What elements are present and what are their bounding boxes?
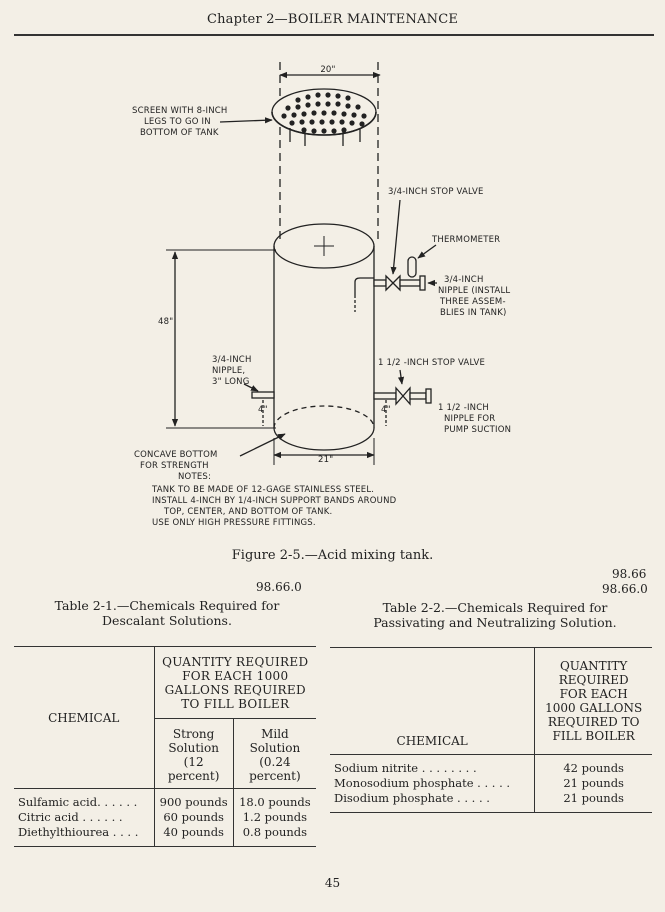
table2-caption: Table 2-2.—Chemicals Required for Passivating and Neutralizing Solution. (373, 600, 617, 630)
table2-chemical-cells: Sodium nitrite . . . . . . . . Monosodium phosphate . . . . . Disodium phosphate . . . . . (330, 755, 535, 813)
page-number: 45 (324, 876, 341, 890)
table-descalant-chemicals (14, 646, 316, 847)
nipple-label-4: BLIES IN TANK) (440, 308, 507, 318)
acid-mixing-tank-diagram (0, 40, 665, 540)
top-width-label: 20" (320, 65, 336, 75)
screen-label-3: BOTTOM OF TANK (140, 128, 219, 138)
left-nipple-label-1: 3/4-INCH (212, 355, 252, 365)
table1-mild-cells: 18.0 pounds 1.2 pounds 0.8 pounds (239, 795, 311, 839)
tank-body (274, 224, 374, 450)
table1-chemical-cells: Sulfamic acid. . . . . . Citric acid . . . . . . Diethylthiourea . . . . (14, 789, 154, 847)
right-offset-label: 4" (381, 405, 391, 415)
note-2: INSTALL 4-INCH BY 1/4-INCH SUPPORT BANDS AROUND (152, 496, 397, 506)
table1-row (14, 789, 316, 847)
stop-valve-label: 3/4-INCH STOP VALVE (388, 187, 484, 197)
table1-chemical-header: CHEMICAL (14, 647, 154, 789)
pump-nipple-label-3: PUMP SUCTION (444, 425, 512, 435)
notes-title: NOTES: (178, 472, 212, 482)
pump-valve-label: 1 1/2 -INCH STOP VALVE (378, 358, 486, 368)
header-rule (14, 34, 654, 36)
note-4: USE ONLY HIGH PRESSURE FITTINGS. (152, 518, 316, 528)
screen (272, 89, 376, 146)
table2-chemical-header: CHEMICAL (330, 648, 535, 755)
table1-caption: Table 2-1.—Chemicals Required for Descalant Solutions. (54, 598, 280, 628)
table1-mild-header: Mild Solution (0.24 percent) (249, 727, 301, 783)
table2-row (330, 755, 652, 813)
table2-ref-number: 98.66.0 (602, 582, 648, 596)
bottom-width-label: 21" (318, 455, 334, 465)
figure-caption: Figure 2-5.—Acid mixing tank. (231, 548, 434, 563)
table1-ref-number: 98.66.0 (256, 580, 302, 594)
left-offset-label: 4" (258, 405, 268, 415)
nipple-label-1: 3/4-INCH (444, 275, 484, 285)
thermometer-label: THERMOMETER (432, 235, 501, 245)
page-header: Chapter 2—BOILER MAINTENANCE (206, 12, 459, 27)
figure-ref-number: 98.66 (612, 567, 647, 581)
nipple-label-3: THREE ASSEM- (440, 297, 506, 307)
concave-label-2: FOR STRENGTH (140, 461, 209, 471)
stop-valve-assembly (355, 200, 437, 312)
screen-label-1: SCREEN WITH 8-INCH (132, 106, 228, 116)
pump-nipple-label-2: NIPPLE FOR (444, 414, 496, 424)
left-nipple-label-2: NIPPLE, (212, 366, 246, 376)
table1-strong-cells: 900 pounds 60 pounds 40 pounds (154, 789, 233, 847)
note-1: TANK TO BE MADE OF 12-GAGE STAINLESS STEEL. (152, 485, 375, 495)
screen-label-2: LEGS TO GO IN (144, 117, 211, 127)
left-nipple-label-3: 3" LONG (212, 377, 250, 387)
table1-strong-header: Strong Solution (12 percent) (154, 719, 233, 789)
pump-nipple-label-1: 1 1/2 -INCH (438, 403, 489, 413)
pump-suction-valve (374, 370, 431, 426)
table2-quantity-cells: 42 pounds 21 pounds 21 pounds (563, 761, 624, 805)
height-label: 48" (158, 317, 174, 327)
concave-label-1: CONCAVE BOTTOM (134, 450, 218, 460)
table1-quantity-header: QUANTITY REQUIRED FOR EACH 1000 GALLONS REQUIRED TO FILL BOILER (154, 647, 316, 719)
table-passivating-chemicals (330, 647, 652, 813)
note-3: TOP, CENTER, AND BOTTOM OF TANK. (164, 507, 333, 517)
nipple-label-2: NIPPLE (INSTALL (438, 286, 511, 296)
table2-quantity-header: QUANTITY REQUIRED FOR EACH 1000 GALLONS REQUIRED TO FILL BOILER (545, 659, 643, 743)
